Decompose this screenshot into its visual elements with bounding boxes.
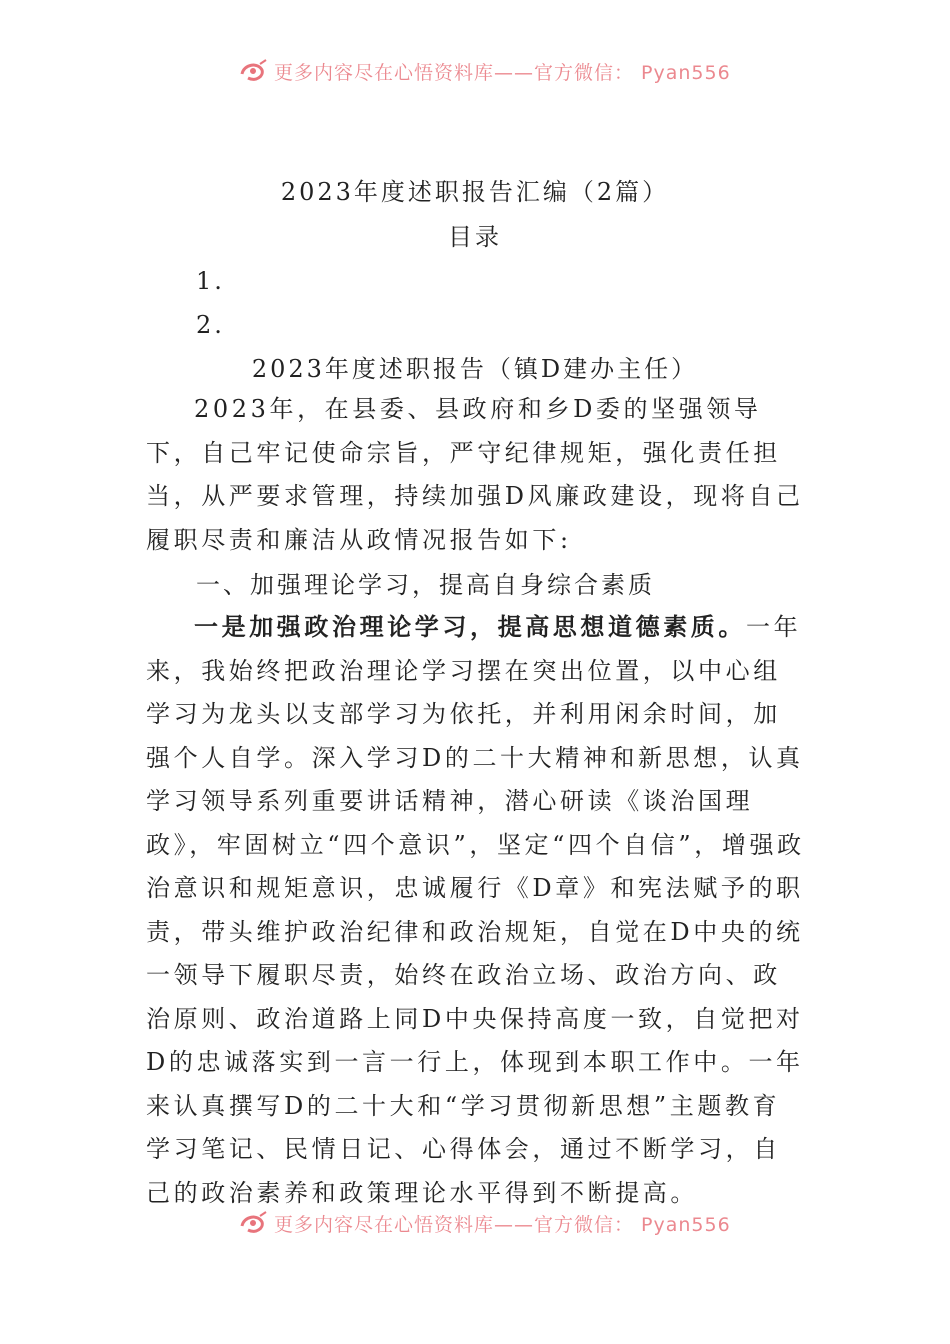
toc-item-1: 1. [196,267,225,295]
watermark-logo-icon [238,1210,268,1236]
report-subtitle: 2023年度述职报告（镇D建办主任） [251,355,699,383]
toc-heading: 目录 [448,223,502,251]
body-paragraph-1 [146,605,806,1215]
watermark-top [0,56,950,86]
paragraph-lead-bold: 一是加强政治理论学习，提高思想道德素质。 [194,612,746,641]
watermark-text: 更多内容尽在心悟资料库——官方微信： Pyan556 [274,1213,731,1236]
document-title: 2023年度述职报告汇编（2篇） [280,178,670,206]
toc-item-2: 2. [196,311,225,339]
paragraph-body: 一年来，我始终把政治理论学习摆在突出位置，以中心组学习为龙头以支部学习为依托，并利用闲余时间，加强个人自学。深入学习D的二十大精神和新思想，认真学习领导系列重要讲话精神，潜心研读《谈治国理政》，牢固树立“四个意识”，坚定“四个自信”，增强政治意识和规矩意识，忠诚履行《D章》和宪法赋予的职责，带头维护政治纪律和政治规矩，自觉在D中央的统一领导下履职尽责，始终在政治立场、政治方向、政治原则、政治道路上同D中央保持高度一致，自觉把对D的忠诚落实到一言一行上，体现到本职工作中。一年来认真撰写D的二十大和“学习贯彻新思想”主题教育学习笔记、民情日记、心得体会，通过不断学习，自己的政治素养和政策理论水平得到不断提高。 [146,613,805,1207]
intro-paragraph: 2023年，在县委、县政府和乡D委的坚强领导下，自己牢记使命宗旨，严守纪律规矩，强化责任担当，从严要求管理，持续加强D风廉政建设，现将自己履职尽责和廉洁从政情况报告如下: [146,395,804,554]
watermark-logo-icon [238,58,268,84]
watermark-bottom [0,1208,950,1238]
watermark-text: 更多内容尽在心悟资料库——官方微信： Pyan556 [274,61,731,84]
section-heading-1: 一、加强理论学习，提高自身综合素质 [196,571,655,599]
